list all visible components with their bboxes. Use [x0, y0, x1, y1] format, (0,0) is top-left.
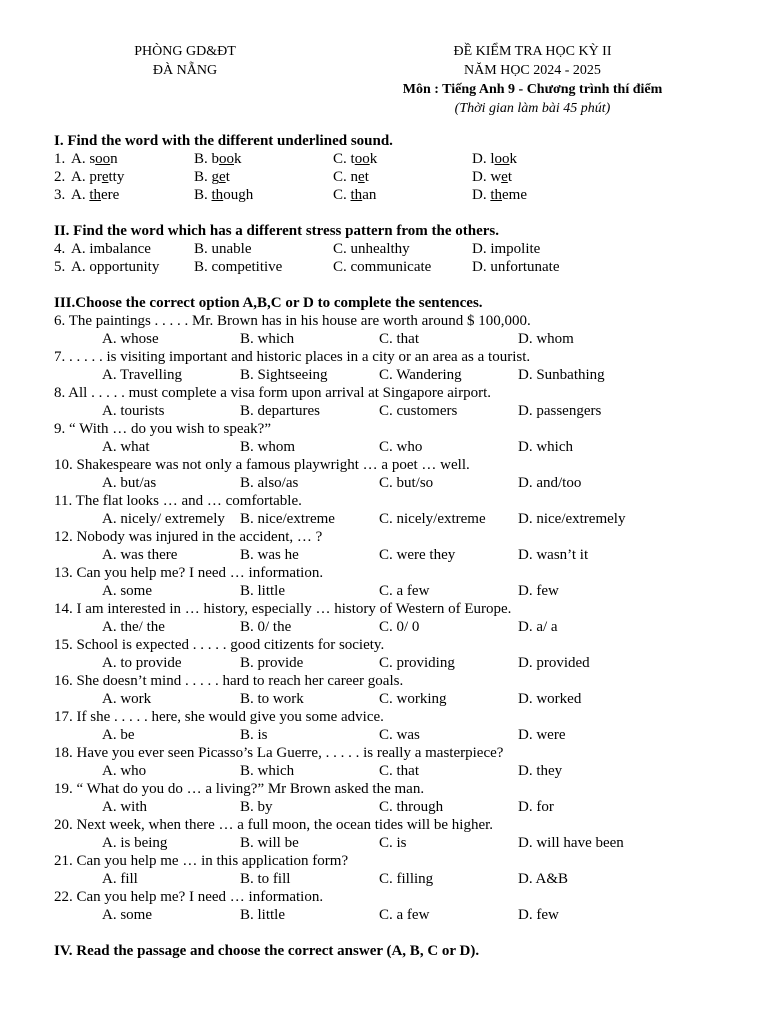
- answer-option: D. unfortunate: [472, 259, 560, 275]
- answer-option: C. but/so: [379, 475, 434, 491]
- section-1-rows: [54, 150, 754, 204]
- answer-option: D. they: [518, 763, 563, 779]
- answer-option: C. were they: [379, 547, 456, 563]
- options-row: [54, 654, 754, 672]
- option-text: an: [362, 187, 377, 203]
- option-text: k: [509, 151, 517, 167]
- exam-title: ĐỀ KIỂM TRA HỌC KỲ II: [453, 44, 612, 59]
- answer-option: C. who: [379, 439, 423, 455]
- answer-option: C. 0/ 0: [379, 619, 420, 635]
- answer-option: C. customers: [379, 403, 458, 419]
- options-row: [54, 330, 754, 348]
- answer-option: D. were: [518, 727, 566, 743]
- answer-option: C. working: [379, 691, 447, 707]
- answer-option: D. few: [518, 583, 559, 599]
- answer-option: A. but/as: [102, 475, 157, 491]
- section-3-questions: [54, 312, 754, 924]
- answer-option: D. whom: [518, 331, 574, 347]
- exam-content: [54, 132, 754, 960]
- answer-option: C. is: [379, 835, 407, 851]
- answer-option: D. worked: [518, 691, 582, 707]
- question-number: 1.: [54, 151, 66, 167]
- question-row: [54, 240, 754, 258]
- answer-option: D. a/ a: [518, 619, 558, 635]
- answer-option: D. provided: [518, 655, 590, 671]
- answer-option: B. will be: [240, 835, 299, 851]
- answer-option: B. to work: [240, 691, 304, 707]
- answer-option: A. was there: [102, 547, 178, 563]
- options-row: [54, 762, 754, 780]
- answer-option: [472, 168, 512, 186]
- option-text: D. l: [472, 151, 495, 167]
- answer-option: D. will have been: [518, 835, 624, 851]
- answer-option: C. providing: [379, 655, 455, 671]
- answer-option: C. nicely/extreme: [379, 511, 486, 527]
- question-number: 5.: [54, 259, 66, 275]
- underlined-sound: oo: [95, 151, 111, 167]
- answer-option: A. whose: [102, 331, 159, 347]
- question-row: [54, 186, 754, 204]
- question-text: 14. I am interested in … history, especially … history of Western of Europe.: [54, 601, 512, 617]
- answer-option: C. a few: [379, 907, 430, 923]
- option-text: C. n: [333, 169, 359, 185]
- answer-option: B. provide: [240, 655, 304, 671]
- underlined-sound: oo: [354, 151, 370, 167]
- question-text: 17. If she . . . . . here, she would give you some advice.: [54, 709, 384, 725]
- question-text: 8. All . . . . . must complete a visa form upon arrival at Singapore airport.: [54, 385, 491, 401]
- answer-option: C. a few: [379, 583, 430, 599]
- answer-option: [71, 150, 118, 168]
- answer-option: A. to provide: [102, 655, 182, 671]
- answer-option: [194, 150, 242, 168]
- answer-option: B. 0/ the: [240, 619, 292, 635]
- department-name: PHÒNG GD&ĐT: [134, 44, 236, 59]
- answer-option: [333, 150, 377, 168]
- question-text: 16. She doesn’t mind . . . . . hard to reach her career goals.: [54, 673, 404, 689]
- answer-option: B. Sightseeing: [240, 367, 328, 383]
- underlined-sound: e: [219, 169, 226, 185]
- section-2-title: II. Find the word which has a different stress pattern from the others.: [54, 223, 499, 239]
- option-text: ere: [101, 187, 120, 203]
- subject: Môn : Tiếng Anh 9 - Chương trình thí điểm: [402, 82, 663, 97]
- time-allowed: (Thời gian làm bài 45 phút): [454, 101, 611, 116]
- answer-option: A. be: [102, 727, 135, 743]
- answer-option: A. is being: [102, 835, 168, 851]
- answer-option: A. opportunity: [71, 259, 160, 275]
- option-text: D. w: [472, 169, 502, 185]
- answer-option: [194, 168, 230, 186]
- question-text: 20. Next week, when there … a full moon, the ocean tides will be higher.: [54, 817, 494, 833]
- question-text: 21. Can you help me … in this application form?: [54, 853, 349, 869]
- question-row: [54, 258, 754, 276]
- answer-option: D. and/too: [518, 475, 582, 491]
- answer-option: B. competitive: [194, 259, 283, 275]
- option-text: eme: [502, 187, 527, 203]
- question-text: 9. “ With … do you wish to speak?”: [54, 421, 272, 437]
- options-row: [54, 510, 754, 528]
- options-row: [54, 870, 754, 888]
- option-text: B. b: [194, 151, 220, 167]
- city-name: ĐÀ NẴNG: [152, 63, 218, 78]
- question-row: [54, 168, 754, 186]
- answer-option: D. few: [518, 907, 559, 923]
- question-text: 15. School is expected . . . . . good citizents for society.: [54, 637, 385, 653]
- answer-option: B. also/as: [240, 475, 299, 491]
- option-text: A. s: [71, 151, 96, 167]
- option-text: ough: [223, 187, 254, 203]
- answer-option: C. was: [379, 727, 420, 743]
- answer-option: B. little: [240, 583, 285, 599]
- question-text: 18. Have you ever seen Picasso’s La Guerre, . . . . . is really a masterpiece?: [54, 745, 504, 761]
- option-text: A.: [71, 187, 90, 203]
- section-3-title: III.Choose the correct option A,B,C or D to complete the sentences.: [54, 295, 483, 311]
- question-text: 7. . . . . . is visiting important and historic places in a city or an area as a tourist.: [54, 349, 531, 365]
- option-text: t: [364, 169, 369, 185]
- school-year: NĂM HỌC 2024 - 2025: [464, 63, 601, 78]
- answer-option: C. Wandering: [379, 367, 462, 383]
- answer-option: A. tourists: [102, 403, 165, 419]
- answer-option: D. Sunbathing: [518, 367, 605, 383]
- question-number: 3.: [54, 187, 66, 203]
- options-row: [54, 546, 754, 564]
- answer-option: A. what: [102, 439, 150, 455]
- answer-option: D. wasn’t it: [518, 547, 589, 563]
- answer-option: B. unable: [194, 241, 252, 257]
- answer-option: [71, 186, 119, 204]
- header-right: [360, 42, 705, 118]
- options-row: [54, 690, 754, 708]
- answer-option: B. by: [240, 799, 273, 815]
- underlined-sound: th: [211, 187, 224, 203]
- answer-option: D. passengers: [518, 403, 602, 419]
- options-row: [54, 582, 754, 600]
- answer-option: C. communicate: [333, 259, 432, 275]
- answer-option: D. nice/extremely: [518, 511, 626, 527]
- question-text: 22. Can you help me? I need … information.: [54, 889, 324, 905]
- answer-option: A. nicely/ extremely: [102, 511, 225, 527]
- options-row: [54, 474, 754, 492]
- options-row: [54, 834, 754, 852]
- answer-option: B. whom: [240, 439, 296, 455]
- answer-option: B. was he: [240, 547, 299, 563]
- option-text: t: [225, 169, 230, 185]
- answer-option: D. for: [518, 799, 554, 815]
- option-text: D.: [472, 187, 491, 203]
- answer-option: A. Travelling: [102, 367, 183, 383]
- option-text: B. g: [194, 169, 220, 185]
- answer-option: [333, 168, 369, 186]
- option-text: k: [234, 151, 242, 167]
- options-row: [54, 618, 754, 636]
- question-text: 11. The flat looks … and … comfortable.: [54, 493, 302, 509]
- answer-option: B. is: [240, 727, 268, 743]
- answer-option: A. work: [102, 691, 152, 707]
- question-text: 10. Shakespeare was not only a famous playwright … a poet … well.: [54, 457, 470, 473]
- header-left: [110, 42, 260, 80]
- answer-option: C. unhealthy: [333, 241, 410, 257]
- options-row: [54, 366, 754, 384]
- answer-option: [71, 168, 124, 186]
- answer-option: C. that: [379, 331, 419, 347]
- answer-option: B. to fill: [240, 871, 291, 887]
- answer-option: [333, 186, 376, 204]
- answer-option: D. impolite: [472, 241, 541, 257]
- option-text: C.: [333, 187, 351, 203]
- option-text: n: [110, 151, 118, 167]
- answer-option: A. with: [102, 799, 147, 815]
- question-text: 6. The paintings . . . . . Mr. Brown has in his house are worth around $ 100,000.: [54, 313, 531, 329]
- answer-option: C. through: [379, 799, 444, 815]
- option-text: t: [507, 169, 513, 185]
- underlined-sound: oo: [494, 151, 510, 167]
- answer-option: B. which: [240, 331, 295, 347]
- question-text: 13. Can you help me? I need … information.: [54, 565, 324, 581]
- question-text: 19. “ What do you do … a living?” Mr Brown asked the man.: [54, 781, 425, 797]
- underlined-sound: e: [358, 169, 365, 185]
- options-row: [54, 402, 754, 420]
- options-row: [54, 726, 754, 744]
- option-text: k: [369, 151, 378, 167]
- answer-option: A. the/ the: [102, 619, 165, 635]
- section-4-title: IV. Read the passage and choose the correct answer (A, B, C or D).: [54, 943, 480, 959]
- underlined-sound: e: [101, 169, 109, 185]
- answer-option: C. filling: [379, 871, 434, 887]
- underlined-sound: th: [490, 187, 503, 203]
- option-text: C. t: [333, 151, 355, 167]
- option-text: B.: [194, 187, 212, 203]
- section-2-rows: [54, 240, 754, 276]
- option-text: tty: [108, 169, 125, 185]
- question-number: 2.: [54, 169, 66, 185]
- answer-option: A. imbalance: [71, 241, 151, 257]
- answer-option: [472, 186, 527, 204]
- section-1-title: I. Find the word with the different underlined sound.: [54, 133, 393, 149]
- options-row: [54, 438, 754, 456]
- answer-option: A. who: [102, 763, 147, 779]
- question-text: 12. Nobody was injured in the accident, … ?: [54, 529, 323, 545]
- answer-option: [472, 150, 517, 168]
- options-row: [54, 798, 754, 816]
- answer-option: D. which: [518, 439, 573, 455]
- answer-option: [194, 186, 253, 204]
- answer-option: A. some: [102, 583, 152, 599]
- answer-option: A. fill: [102, 871, 138, 887]
- question-number: 4.: [54, 241, 66, 257]
- answer-option: A. some: [102, 907, 152, 923]
- underlined-sound: e: [501, 169, 508, 185]
- underlined-sound: th: [89, 187, 102, 203]
- underlined-sound: th: [350, 187, 363, 203]
- answer-option: B. little: [240, 907, 285, 923]
- option-text: A. pr: [71, 169, 102, 185]
- answer-option: B. which: [240, 763, 295, 779]
- answer-option: C. that: [379, 763, 419, 779]
- answer-option: B. nice/extreme: [240, 511, 335, 527]
- answer-option: D. A&B: [518, 871, 569, 887]
- answer-option: B. departures: [240, 403, 320, 419]
- options-row: [54, 906, 754, 924]
- question-row: [54, 150, 754, 168]
- underlined-sound: oo: [219, 151, 235, 167]
